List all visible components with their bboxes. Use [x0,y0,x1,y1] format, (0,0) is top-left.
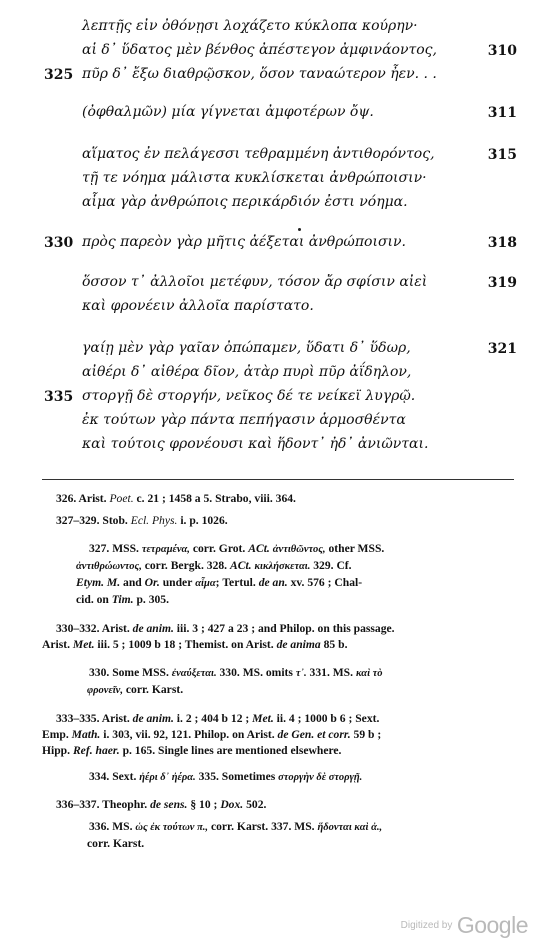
verse-line [0,104,550,124]
verse-text: τῇ τε νόημα μάλιστα κυκλίσκεται ἀνθρώποισιν· [82,170,427,186]
verse-text: αἵματος ἐν πελάγεσσι τεθραμμένη ἀντιθορόντος, [82,146,435,162]
footnote-336-337-readings: 336. MS. ὡς ἐκ τούτων π., corr. Karst. 337. MS. ἥδονται καὶ ἀ., corr. Karst. [87,820,383,850]
verse-left-line-number: 335 [44,389,74,405]
verse-text: (ὀφθαλμῶν) μία γίγνεται ἀμφοτέρων ὄψ. [82,104,374,120]
verse-left-line-number: 330 [44,235,74,251]
verse-text: ἐκ τούτων γὰρ πάντα πεπήγασιν ἁρμοσθέντα [82,412,406,428]
verse-line [0,170,550,190]
verse-line [0,436,550,456]
verse-line [0,194,550,214]
verse-text: πρὸς παρεὸν γὰρ μῆτις ἀέξεται ἀνθρώποισιν. [82,234,406,250]
verse-right-line-number: 310 [487,43,517,59]
verse-line [0,42,550,62]
verse-text: αἱ δ᾽ ὕδατος μὲν βένθος ἀπέστεγον ἀμφινάοντος, [82,42,437,58]
footnote-333-335: 333–335. Arist. de anim. i. 2 ; 404 b 12 ; Met. ii. 4 ; 1000 b 6 ; Sext. Emp. Math. i. 303, vii. 92, 121. Philop. on Arist. de Gen. et corr. 59 b ; Hipp. Ref. haer. p. 165. Single lines are mentioned elsewhere. [42,712,382,757]
verse-line [0,274,550,294]
footnote-336-337: 336–337. Theophr. de sens. § 10 ; Dox. 502. [56,798,267,811]
verse-left-line-number: 325 [44,67,74,83]
google-watermark: Digitized by Google [400,912,528,938]
verse-right-line-number: 321 [487,341,517,357]
footnote-330-332: 330–332. Arist. de anim. iii. 3 ; 427 a 23 ; and Philop. on this passage. Arist. Met. iii. 5 ; 1009 b 18 ; Themist. on Arist. de anima 85 b. [42,622,395,651]
verse-line [0,146,550,166]
verse-line [0,412,550,432]
verse-right-line-number: 311 [487,105,517,121]
footnote-327-readings: 327. MSS. τετραμένα, corr. Grot. ACt. ἀντιθῶντος, other MSS. ἀντιθρώωντος, corr. Bergk. 328. ACt. κικλήσκεται. 329. Cf. Etym. M. and Or. under αἷμα; Tertul. de an. xv. 576 ; Chal- cid. on Tim. p. 305. [76,542,385,606]
verse-text: καὶ τούτοις φρονέουσι καὶ ἥδοντ᾽ ἠδ᾽ ἀνιῶνται. [82,436,429,452]
footnote-334-335-readings: 334. Sext. ἠέρι δ᾽ ἠέρα. 335. Sometimes στοργὴν δὲ στοργῇ. [89,770,363,783]
verse-text: αἰθέρι δ᾽ αἰθέρα δῖον, ἀτὰρ πυρὶ πῦρ ἀΐδηλον, [82,364,412,380]
verse-text: καὶ φρονέειν ἀλλοῖα παρίστατο. [82,298,314,314]
verse-text: γαίῃ μὲν γὰρ γαῖαν ὀπώπαμεν, ὕδατι δ᾽ ὕδωρ, [82,340,411,356]
footnote-327-329: 327–329. Stob. Ecl. Phys. i. p. 1026. [56,514,228,527]
verse-text: στοργῇ δὲ στοργήν, νεῖκος δέ τε νείκεϊ λυγρῷ. [82,388,416,404]
verse-line [0,298,550,318]
verse-line [0,364,550,384]
footnote-330-readings: 330. Some MSS. ἐναύξεται. 330. MS. omits τ᾽. 331. MS. καὶ τὸ φρονεῖν, corr. Karst. [87,666,383,696]
footnote-326: 326. Arist. Poet. c. 21 ; 1458 a 5. Strabo, viii. 364. [56,492,296,505]
verse-text: αἷμα γὰρ ἀνθρώποις περικάρδιόν ἐστι νόημα. [82,194,408,210]
verse-line [0,340,550,360]
verse-right-line-number: 315 [487,147,517,163]
verse-line [0,18,550,38]
footnote-rule [42,479,514,480]
verse-text: ὅσσον τ᾽ ἀλλοῖοι μετέφυν, τόσον ἄρ σφίσιν αἰεὶ [82,274,428,290]
verse-line [0,66,550,86]
verse-dot-mark [298,228,301,231]
verse-right-line-number: 318 [487,235,517,251]
verse-right-line-number: 319 [487,275,517,291]
verse-line [0,388,550,408]
verse-text: πῦρ δ᾽ ἔξω διαθρῷσκον, ὅσον ταναώτερον ἦεν. . . [82,66,437,82]
verse-line [0,234,550,254]
verse-text: λεπτῇς εἰν ὀθόνῃσι λοχάζετο κύκλοπα κούρην· [82,18,418,34]
